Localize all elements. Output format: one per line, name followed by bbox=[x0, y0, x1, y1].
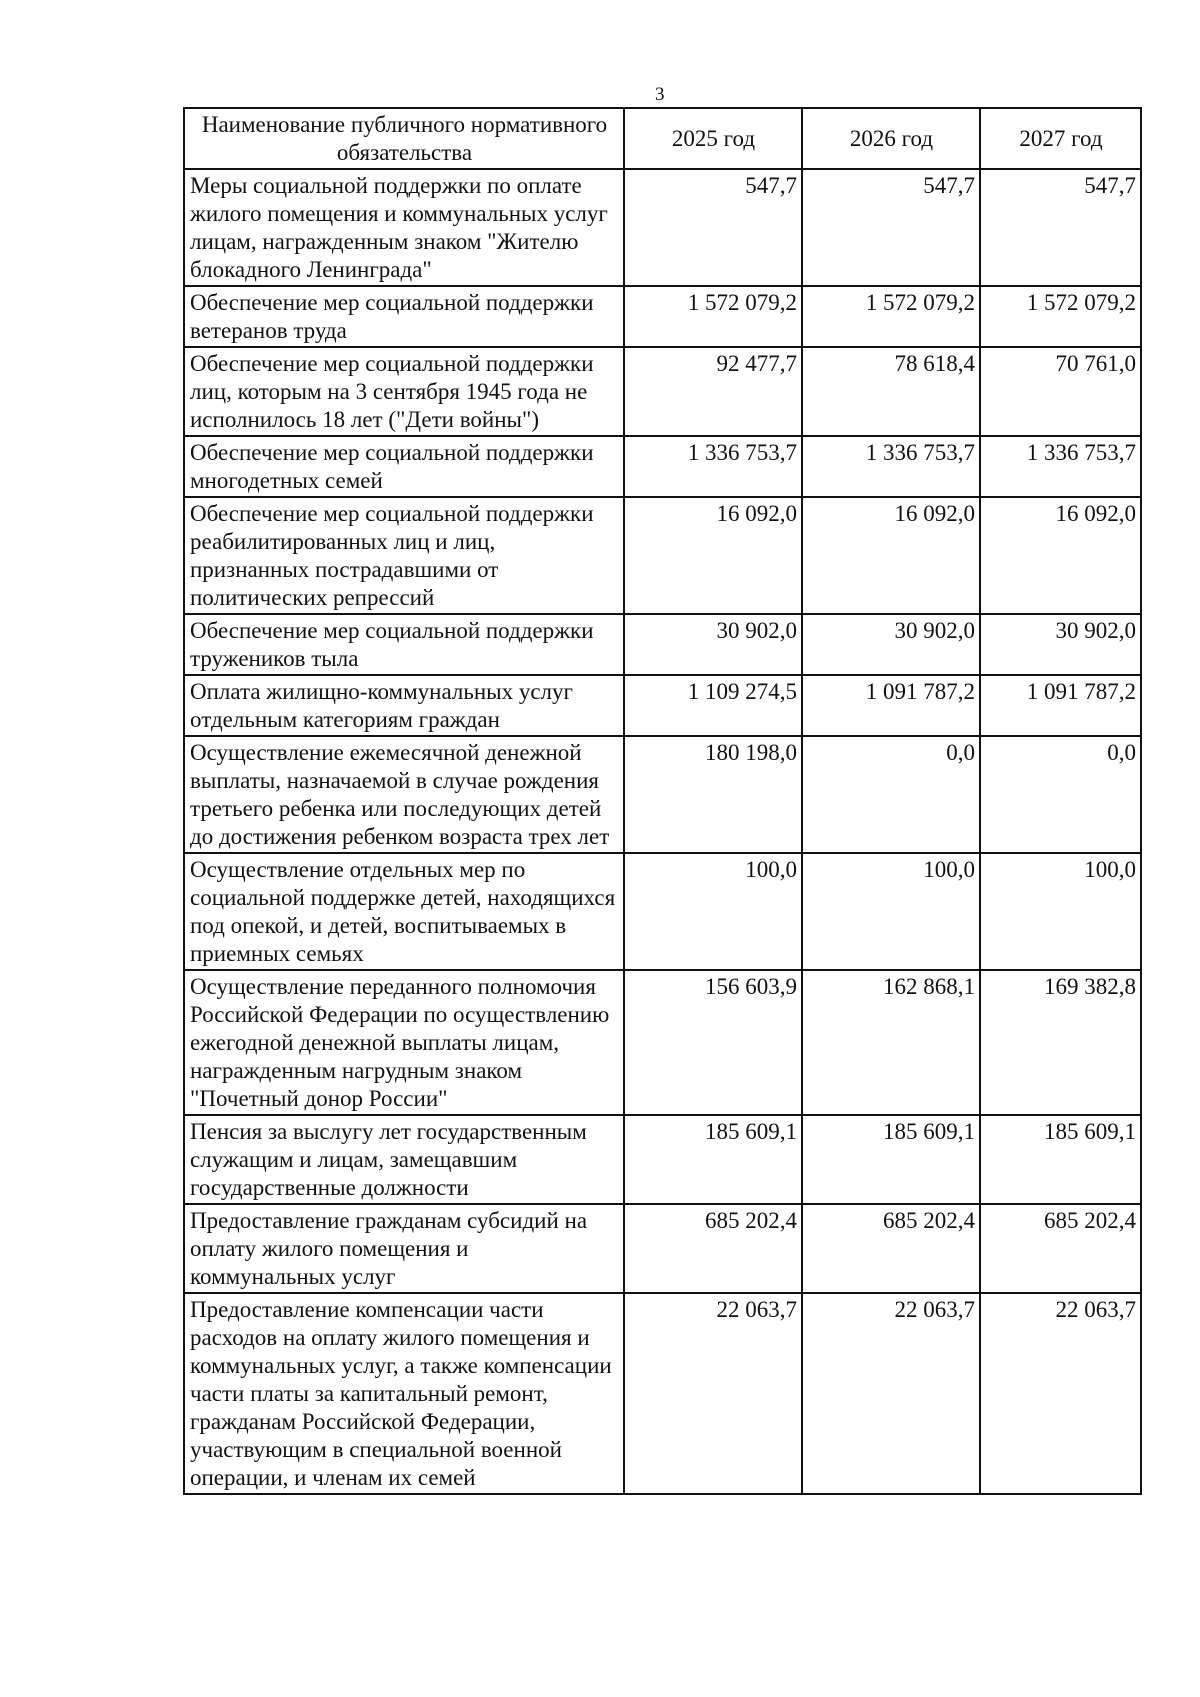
obligation-name-cell: Предоставление компенсации части расходов на оплату жилого помещения и коммунальных услуг, а также компенсации части платы за капитальный ремонт, гражданам Российской Федерации, участвующим в специальной военной операции, и членам их семей bbox=[184, 1293, 624, 1494]
amount-cell-2025: 156 603,9 bbox=[624, 970, 802, 1115]
obligations-table bbox=[183, 107, 1142, 1495]
amount-cell-2025: 1 336 753,7 bbox=[624, 436, 802, 497]
obligation-name-cell: Меры социальной поддержки по оплате жилого помещения и коммунальных услуг лицам, награжденным знаком "Жителю блокадного Ленинграда" bbox=[184, 169, 624, 286]
obligation-name-cell: Оплата жилищно-коммунальных услуг отдельным категориям граждан bbox=[184, 675, 624, 736]
amount-cell-2027: 0,0 bbox=[980, 736, 1141, 853]
obligation-name-cell: Пенсия за выслугу лет государственным служащим и лицам, замещавшим государственные должности bbox=[184, 1115, 624, 1204]
amount-cell-2025: 16 092,0 bbox=[624, 497, 802, 614]
obligation-name-cell: Предоставление гражданам субсидий на оплату жилого помещения и коммунальных услуг bbox=[184, 1204, 624, 1293]
obligation-name-cell: Обеспечение мер социальной поддержки лиц, которым на 3 сентября 1945 года не исполнилось 18 лет ("Дети войны") bbox=[184, 347, 624, 436]
table-row bbox=[184, 970, 1141, 1115]
amount-cell-2025: 30 902,0 bbox=[624, 614, 802, 675]
amount-cell-2025: 547,7 bbox=[624, 169, 802, 286]
obligation-name-cell: Обеспечение мер социальной поддержки тружеников тыла bbox=[184, 614, 624, 675]
amount-cell-2026: 22 063,7 bbox=[802, 1293, 980, 1494]
table-row bbox=[184, 1293, 1141, 1494]
header-obligation-name: Наименование публичного нормативного обязательства bbox=[184, 108, 624, 169]
amount-cell-2025: 180 198,0 bbox=[624, 736, 802, 853]
table-row bbox=[184, 286, 1141, 347]
amount-cell-2027: 685 202,4 bbox=[980, 1204, 1141, 1293]
amount-cell-2026: 78 618,4 bbox=[802, 347, 980, 436]
amount-cell-2026: 1 336 753,7 bbox=[802, 436, 980, 497]
amount-cell-2026: 1 572 079,2 bbox=[802, 286, 980, 347]
amount-cell-2025: 92 477,7 bbox=[624, 347, 802, 436]
obligation-name-cell: Обеспечение мер социальной поддержки многодетных семей bbox=[184, 436, 624, 497]
amount-cell-2025: 22 063,7 bbox=[624, 1293, 802, 1494]
amount-cell-2026: 1 091 787,2 bbox=[802, 675, 980, 736]
amount-cell-2026: 547,7 bbox=[802, 169, 980, 286]
amount-cell-2026: 685 202,4 bbox=[802, 1204, 980, 1293]
amount-cell-2025: 1 109 274,5 bbox=[624, 675, 802, 736]
table-row bbox=[184, 675, 1141, 736]
amount-cell-2027: 16 092,0 bbox=[980, 497, 1141, 614]
amount-cell-2025: 685 202,4 bbox=[624, 1204, 802, 1293]
table-row bbox=[184, 436, 1141, 497]
amount-cell-2027: 1 572 079,2 bbox=[980, 286, 1141, 347]
obligation-name-cell: Осуществление отдельных мер по социальной поддержке детей, находящихся под опекой, и детей, воспитываемых в приемных семьях bbox=[184, 853, 624, 970]
header-year-2027: 2027 год bbox=[980, 108, 1141, 169]
amount-cell-2027: 100,0 bbox=[980, 853, 1141, 970]
amount-cell-2026: 0,0 bbox=[802, 736, 980, 853]
amount-cell-2026: 162 868,1 bbox=[802, 970, 980, 1115]
table-row bbox=[184, 736, 1141, 853]
amount-cell-2026: 100,0 bbox=[802, 853, 980, 970]
table-header-row bbox=[184, 108, 1141, 169]
table-row bbox=[184, 497, 1141, 614]
table-row bbox=[184, 1204, 1141, 1293]
obligation-name-cell: Осуществление переданного полномочия Российской Федерации по осуществлению ежегодной денежной выплаты лицам, награжденным нагрудным знаком "Почетный донор России" bbox=[184, 970, 624, 1115]
amount-cell-2026: 30 902,0 bbox=[802, 614, 980, 675]
amount-cell-2027: 70 761,0 bbox=[980, 347, 1141, 436]
table-row bbox=[184, 169, 1141, 286]
page-number: 3 bbox=[655, 84, 665, 105]
amount-cell-2025: 185 609,1 bbox=[624, 1115, 802, 1204]
amount-cell-2027: 30 902,0 bbox=[980, 614, 1141, 675]
obligation-name-cell: Обеспечение мер социальной поддержки реабилитированных лиц и лиц, признанных пострадавшими от политических репрессий bbox=[184, 497, 624, 614]
amount-cell-2027: 22 063,7 bbox=[980, 1293, 1141, 1494]
amount-cell-2027: 547,7 bbox=[980, 169, 1141, 286]
amount-cell-2027: 185 609,1 bbox=[980, 1115, 1141, 1204]
header-year-2025: 2025 год bbox=[624, 108, 802, 169]
amount-cell-2025: 1 572 079,2 bbox=[624, 286, 802, 347]
header-year-2026: 2026 год bbox=[802, 108, 980, 169]
obligation-name-cell: Обеспечение мер социальной поддержки ветеранов труда bbox=[184, 286, 624, 347]
amount-cell-2027: 1 091 787,2 bbox=[980, 675, 1141, 736]
amount-cell-2026: 185 609,1 bbox=[802, 1115, 980, 1204]
obligation-name-cell: Осуществление ежемесячной денежной выплаты, назначаемой в случае рождения третьего ребенка или последующих детей до достижения ребенком возраста трех лет bbox=[184, 736, 624, 853]
table-row bbox=[184, 1115, 1141, 1204]
table-row bbox=[184, 853, 1141, 970]
table-row bbox=[184, 614, 1141, 675]
amount-cell-2027: 1 336 753,7 bbox=[980, 436, 1141, 497]
table-body bbox=[184, 169, 1141, 1494]
amount-cell-2026: 16 092,0 bbox=[802, 497, 980, 614]
table-row bbox=[184, 347, 1141, 436]
amount-cell-2025: 100,0 bbox=[624, 853, 802, 970]
amount-cell-2027: 169 382,8 bbox=[980, 970, 1141, 1115]
